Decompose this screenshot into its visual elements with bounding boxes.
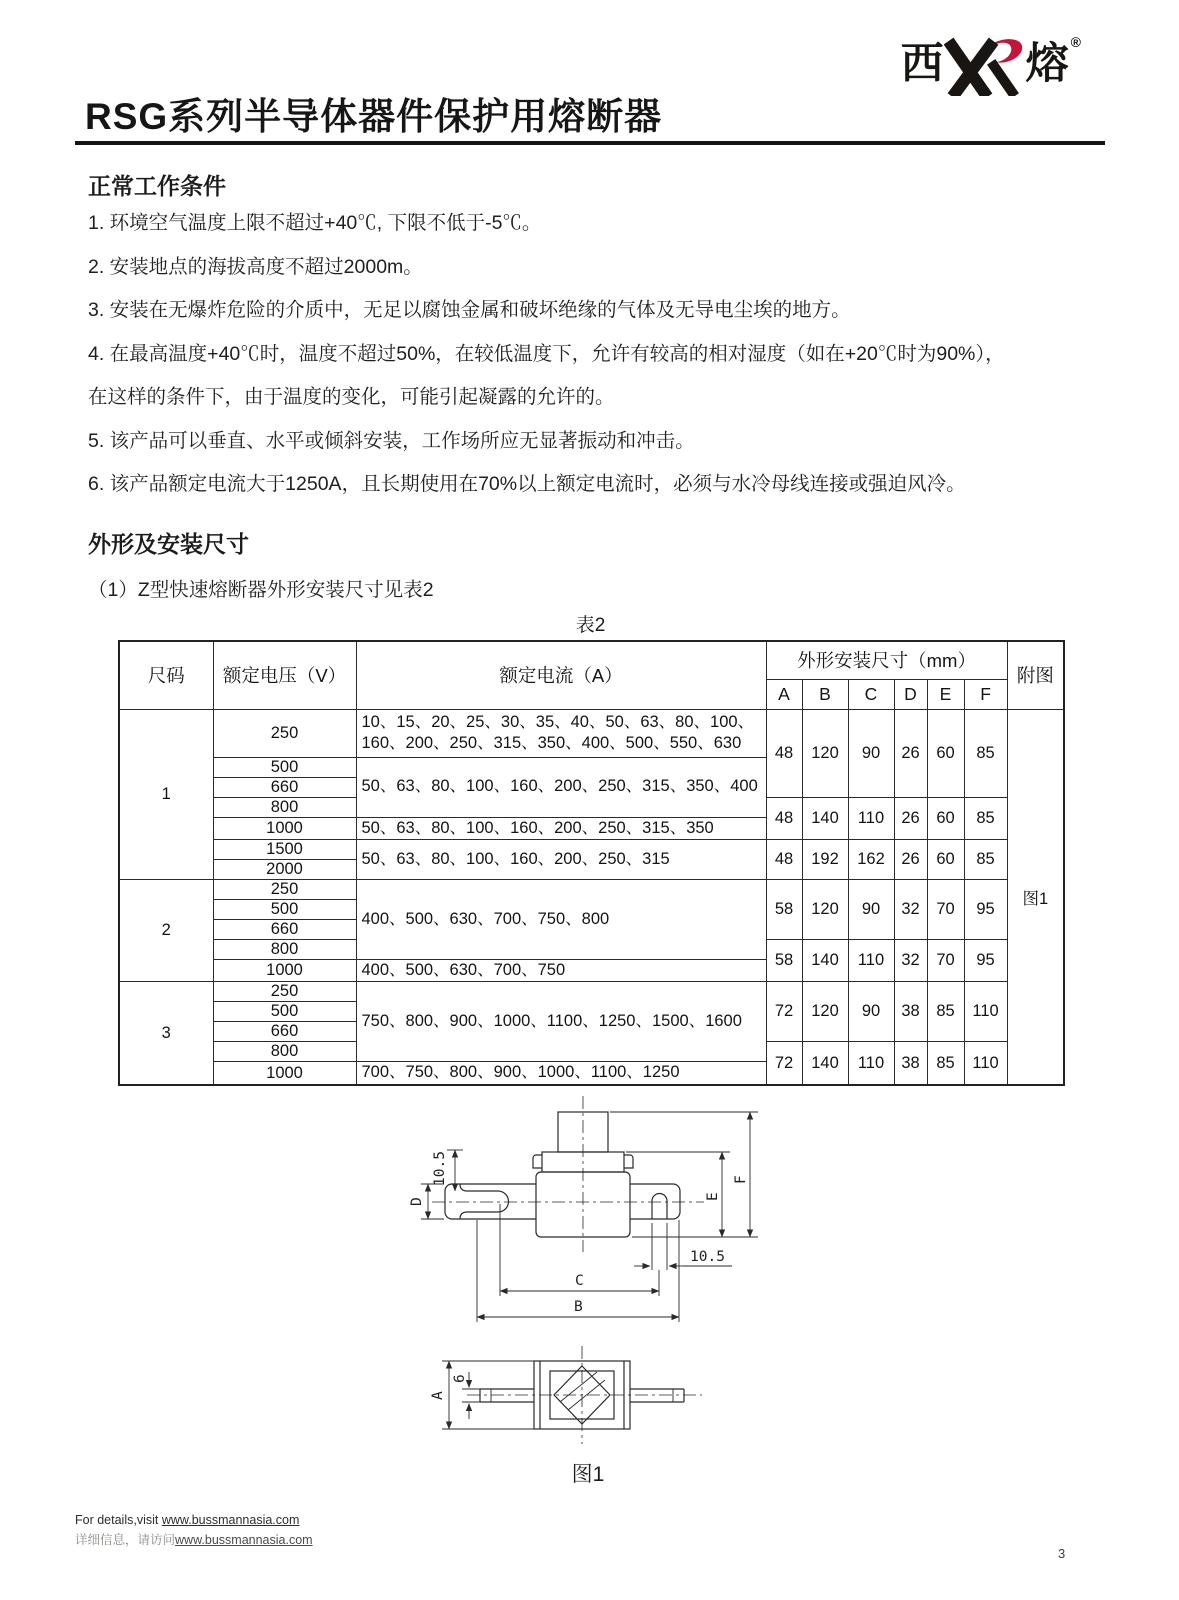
footer-cn-prefix: 详细信息，请访问 xyxy=(75,1533,176,1547)
dimensions-table xyxy=(118,640,1065,1086)
table-cell: 192 xyxy=(802,839,848,879)
footer-en-prefix: For details,visit xyxy=(75,1513,162,1527)
table-cell: 50、63、80、100、160、200、250、315、350、400 xyxy=(356,757,766,817)
table-cell: 85 xyxy=(964,709,1007,797)
table-cell: 50、63、80、100、160、200、250、315 xyxy=(356,839,766,879)
dim-label-a: A xyxy=(430,1391,446,1400)
dim-label-b: B xyxy=(574,1299,583,1315)
table-cell: 700、750、800、900、1000、1100、1250 xyxy=(356,1062,766,1085)
table-header-cell: F xyxy=(964,679,1007,709)
table-cell: 72 xyxy=(766,1042,802,1085)
brand-logo xyxy=(901,34,1081,96)
condition-item: 6. 该产品额定电流大于1250A，且长期使用在70%以上额定电流时，必须与水冷母线连接或强迫风冷。 xyxy=(88,473,966,495)
table-header-cell: 额定电压（V） xyxy=(213,641,356,709)
table-cell: 162 xyxy=(848,839,894,879)
figure-caption: 图1 xyxy=(571,1463,605,1486)
table-cell: 38 xyxy=(894,1042,927,1085)
table-cell: 660 xyxy=(213,919,356,939)
table-header-cell: 外形安装尺寸（mm） xyxy=(766,641,1007,679)
conditions-list xyxy=(88,214,1098,519)
fuse-outline-drawing xyxy=(392,1084,792,1452)
table-cell: 1000 xyxy=(213,959,356,981)
logo-right-char: 熔 xyxy=(1025,40,1069,88)
table-cell: 750、800、900、1000、1100、1250、1500、1600 xyxy=(356,982,766,1062)
table-header-cell: A xyxy=(766,679,802,709)
table-cell: 1 xyxy=(119,709,213,879)
dim-label-offset: 10.5 xyxy=(432,1151,448,1186)
dim-label-e: E xyxy=(705,1192,721,1201)
table-cell: 800 xyxy=(213,939,356,959)
table-cell: 2 xyxy=(119,879,213,981)
table-cell: 85 xyxy=(927,982,964,1042)
xr-monogram-icon xyxy=(944,34,1026,96)
table-cell: 90 xyxy=(848,879,894,939)
table-cell: 250 xyxy=(213,879,356,899)
table-cell: 800 xyxy=(213,797,356,817)
table-body xyxy=(119,709,1064,1085)
table-cell: 800 xyxy=(213,1042,356,1062)
table-cell: 26 xyxy=(894,709,927,797)
table-cell: 2000 xyxy=(213,859,356,879)
page-title: RSG系列半导体器件保护用熔断器 xyxy=(85,96,663,137)
table-cell: 50、63、80、100、160、200、250、315、350 xyxy=(356,817,766,839)
table-cell: 10、15、20、25、30、35、40、50、63、80、100、160、200、250、315、350、400、500、550、630 xyxy=(356,709,766,757)
page-footer xyxy=(75,1510,313,1550)
footer-line-cn xyxy=(75,1530,313,1550)
table-cell: 32 xyxy=(894,939,927,981)
dim-label-f: F xyxy=(733,1175,749,1184)
condition-item: 1. 环境空气温度上限不超过+40℃, 下限不低于-5℃。 xyxy=(88,212,542,234)
footer-url-en[interactable]: www.bussmannasia.com xyxy=(161,1513,300,1527)
table-cell: 140 xyxy=(802,797,848,839)
condition-item: 4. 在最高温度+40℃时，温度不超过50%，在较低温度下，允许有较高的相对湿度（如在+20℃时为90%）， xyxy=(88,342,1005,365)
table-cell: 1000 xyxy=(213,1062,356,1085)
table-cell: 60 xyxy=(927,839,964,879)
table-cell: 110 xyxy=(848,797,894,839)
table-row xyxy=(119,641,1064,679)
table-cell: 90 xyxy=(848,982,894,1042)
table-header-cell: 附图 xyxy=(1007,641,1064,709)
condition-item: 2. 安装地点的海拔高度不超过2000m。 xyxy=(88,255,423,278)
footer-line-en xyxy=(75,1510,313,1530)
table-row xyxy=(119,982,1064,1002)
registered-mark: ® xyxy=(1070,34,1081,50)
table-cell: 250 xyxy=(213,709,356,757)
condition-item-continuation: 在这样的条件下，由于温度的变化，可能引起凝露的允许的。 xyxy=(88,386,615,408)
table-cell: 140 xyxy=(802,1042,848,1085)
table-header-cell: C xyxy=(848,679,894,709)
table-cell: 500 xyxy=(213,1002,356,1022)
table-cell: 140 xyxy=(802,939,848,981)
table-cell: 95 xyxy=(964,939,1007,981)
table-cell: 26 xyxy=(894,839,927,879)
table-cell: 400、500、630、700、750、800 xyxy=(356,879,766,959)
table-cell: 32 xyxy=(894,879,927,939)
table-row xyxy=(119,709,1064,757)
dimensions-note: （1）Z型快速熔断器外形安装尺寸见表2 xyxy=(88,579,434,601)
conditions-heading: 正常工作条件 xyxy=(88,173,226,199)
title-divider xyxy=(75,141,1105,145)
table-cell: 60 xyxy=(927,709,964,797)
condition-item: 3. 安装在无爆炸危险的介质中，无足以腐蚀金属和破坏绝缘的气体及无导电尘埃的地方。 xyxy=(88,299,851,321)
table-head xyxy=(119,641,1064,709)
table-header-cell: D xyxy=(894,679,927,709)
table-cell: 26 xyxy=(894,797,927,839)
table-cell: 70 xyxy=(927,939,964,981)
table-cell: 60 xyxy=(927,797,964,839)
table-cell: 110 xyxy=(848,939,894,981)
table-cell: 95 xyxy=(964,879,1007,939)
table-cell: 110 xyxy=(964,982,1007,1042)
table-header-cell: E xyxy=(927,679,964,709)
footer-url-cn[interactable]: www.bussmannasia.com xyxy=(175,1533,313,1547)
figure-1 xyxy=(392,1084,792,1488)
table-cell: 90 xyxy=(848,709,894,797)
table-cell: 85 xyxy=(927,1042,964,1085)
table-cell: 58 xyxy=(766,939,802,981)
dim-label-c: C xyxy=(575,1273,584,1289)
table-cell: 48 xyxy=(766,839,802,879)
table-caption: 表2 xyxy=(575,615,606,636)
page-number: 3 xyxy=(1058,1546,1066,1561)
table-header-cell: 额定电流（A） xyxy=(356,641,766,709)
table-cell: 250 xyxy=(213,982,356,1002)
table-cell: 1500 xyxy=(213,839,356,859)
table-header-cell: B xyxy=(802,679,848,709)
table-cell: 120 xyxy=(802,879,848,939)
table-cell: 500 xyxy=(213,757,356,777)
table-cell: 660 xyxy=(213,777,356,797)
table-row xyxy=(119,839,1064,859)
table-cell: 图1 xyxy=(1007,709,1064,1085)
table-cell: 72 xyxy=(766,982,802,1042)
table-cell: 660 xyxy=(213,1022,356,1042)
table-cell: 58 xyxy=(766,879,802,939)
table-cell: 85 xyxy=(964,839,1007,879)
table-cell: 1000 xyxy=(213,817,356,839)
table-cell: 400、500、630、700、750 xyxy=(356,959,766,981)
dim-label-d: D xyxy=(409,1197,425,1206)
table-cell: 48 xyxy=(766,709,802,797)
table-cell: 500 xyxy=(213,899,356,919)
table-cell: 38 xyxy=(894,982,927,1042)
table-cell: 120 xyxy=(802,982,848,1042)
logo-left-char: 西 xyxy=(900,40,944,88)
table-header-cell: 尺码 xyxy=(119,641,213,709)
table-cell: 70 xyxy=(927,879,964,939)
dim-label-six: 6 xyxy=(452,1374,468,1383)
dim-label-slot-width: 10.5 xyxy=(690,1249,725,1265)
table-row xyxy=(119,879,1064,899)
condition-item: 5. 该产品可以垂直、水平或倾斜安装，工作场所应无显著振动和冲击。 xyxy=(88,429,695,452)
table-cell: 120 xyxy=(802,709,848,797)
table-cell: 48 xyxy=(766,797,802,839)
table-cell: 85 xyxy=(964,797,1007,839)
dimensions-heading: 外形及安装尺寸 xyxy=(88,531,249,557)
table-cell: 110 xyxy=(964,1042,1007,1085)
table-cell: 3 xyxy=(119,982,213,1085)
table-cell: 110 xyxy=(848,1042,894,1085)
